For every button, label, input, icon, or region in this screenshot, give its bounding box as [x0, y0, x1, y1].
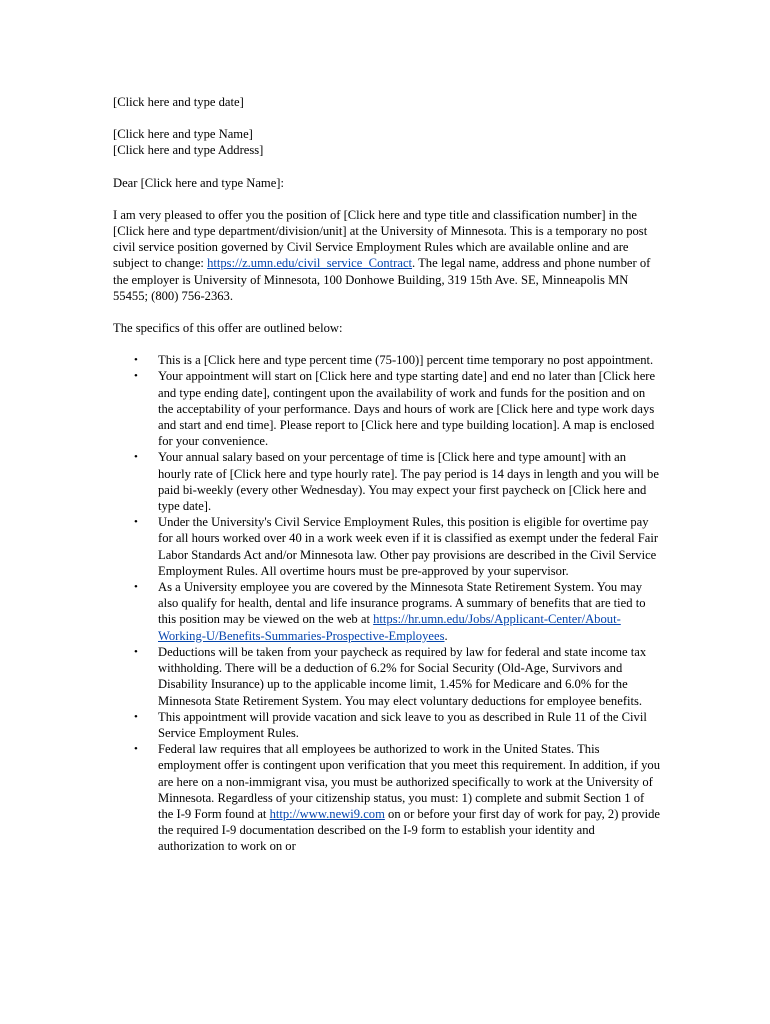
bullet-icon: •	[134, 645, 138, 658]
bullet-icon: •	[134, 710, 138, 723]
intro-text-continued: . The legal name, address and phone number of the employer is University of Minnesota, 100 Donhowe Building, 319 15th Ave. SE, Minneapolis MN 55455; (800) 756-2363.	[113, 256, 651, 303]
offer-specifics-list	[113, 352, 661, 854]
list-item-text: Deductions will be taken from your paycheck as required by law for federal and state income tax withholding. There will be a deduction of 6.2% for Social Security (Old-Age, Survivors and Disability Insurance) up to the applicable income limit, 1.45% for Medicare and 6.0% for the Minnesota State Retirement System. You may elect voluntary deductions for employee benefits.	[158, 644, 647, 708]
list-item-text: Federal law requires that all employees be authorized to work in the United States. This employment offer is contingent upon verification that you meet this requirement. In addition, if you are here on a non-immigrant visa, you must be authorized specifically to work at the University of Minnesota. Regardless of your citizenship status, you must: 1) complete and submit Section 1 of the I-9 Form found at	[158, 742, 660, 821]
list-item	[113, 449, 661, 514]
list-item-text: Your appointment will start on [Click here and type starting date] and end no later than [Click here and type ending date], contingent upon the availability of work and funds for the position and on the acceptability of your performance. Days and hours of work are [Click here and type work days and start and end time]. Please report to [Click here and type building location]. A map is enclosed for your convenience.	[158, 369, 656, 449]
intro-paragraph	[113, 207, 661, 304]
i9-form-link[interactable]: http://www.newi9.com	[269, 806, 385, 821]
recipient-block	[113, 126, 661, 158]
recipient-name[interactable]: [Click here and type Name]	[113, 127, 253, 142]
list-item	[113, 368, 661, 449]
bullet-icon: •	[134, 451, 138, 464]
list-item	[113, 644, 661, 709]
list-item	[113, 514, 661, 579]
bullet-icon: •	[134, 581, 138, 594]
letter-date[interactable]: [Click here and type date]	[113, 95, 244, 109]
list-item-text: As a University employee you are covered by the Minnesota State Retirement System. You may also qualify for health, dental and life insurance programs. A summary of benefits that are tied to this position may be viewed on the web at	[158, 580, 646, 627]
list-item-text: Your annual salary based on your percentage of time is [Click here and type amount] with an hourly rate of [Click here and type hourly rate]. The pay period is 14 days in length and you will be paid bi-weekly (every other Wednesday). You may expect your first paycheck on [Click here and type date].	[158, 450, 659, 514]
bullet-icon: •	[134, 516, 138, 529]
intro-text: I am very pleased to offer you the position of [Click here and type title and classification number] in the [Click here and type department/division/unit] at the University of Minnesota. This is a temporary no post civil service position governed by Civil Service Employment Rules which are available online and are subject to change:	[113, 207, 648, 271]
list-item-text: This is a [Click here and type percent time (75-100)] percent time temporary no post appointment.	[158, 353, 654, 368]
list-item-text: This appointment will provide vacation and sick leave to you as described in Rule 11 of the Civil Service Employment Rules.	[158, 709, 647, 740]
letter-page	[113, 94, 661, 855]
bullet-icon: •	[134, 354, 138, 367]
list-item-text: Under the University's Civil Service Employment Rules, this position is eligible for overtime pay for all hours worked over 40 in a work week even if it is classified as exempt under the federal Fair Labor Standards Act and/or Minnesota law. Other pay provisions are described in the Civil Service Employment Rules. All overtime hours must be pre-approved by your supervisor.	[158, 515, 659, 578]
bullet-icon: •	[134, 370, 138, 383]
list-item	[113, 352, 661, 368]
recipient-address[interactable]: [Click here and type Address]	[113, 143, 264, 158]
list-item	[113, 709, 661, 741]
list-item-text-end: .	[444, 628, 448, 643]
salutation[interactable]: Dear [Click here and type Name]:	[113, 175, 284, 190]
list-item	[113, 741, 661, 854]
civil-service-rules-link[interactable]: https://z.umn.edu/civil_service_Contract	[207, 256, 413, 271]
bullet-icon: •	[134, 743, 138, 756]
list-item	[113, 579, 661, 644]
specifics-intro: The specifics of this offer are outlined below:	[113, 321, 343, 336]
list-item-text-end: on or before your first day of work for pay, 2) provide the required I-9 documentation described on the I-9 form to establish your identity and authorization to work on or	[158, 806, 661, 854]
benefits-summaries-link[interactable]: https://hr.umn.edu/Jobs/Applicant-Center/About-Working-U/Benefits-Summaries-Prospective-Employees	[158, 612, 621, 643]
